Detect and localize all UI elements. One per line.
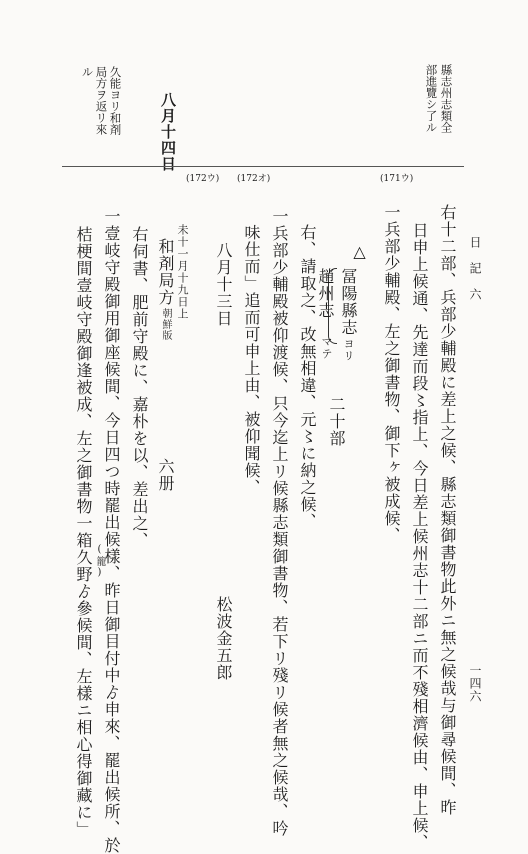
book-title-to: 趙州志 [316,268,335,319]
text-column-1: 右十二部、兵部少輔殿に差上之候、縣志類御書物此外ニ無之候哉与御尋候間、昨 [438,204,457,816]
header-rule [62,166,464,167]
top-note-right-line1: 縣志州志類全 [439,64,454,133]
text-column-7: 味仕而」追而可申上由、被仰聞候、 [242,224,261,496]
text-column-11: 一壹岐守殿御用御座候間、今日四つ時罷出候樣、昨日御目付中ゟ申來、罷出候所、於 [102,208,121,854]
text-column-2: 日申上候通、先達而段〻指上、今日差上候州志十二部ニ而不殘相濟候由、申上候、 [410,222,429,851]
top-note-left-line2: 局方ヲ返リ來 [94,66,109,135]
folio-ref-172o: (172オ) [237,174,271,184]
book-title-from-note: ヨリ [342,338,355,362]
volume-count: 六册 [156,458,175,492]
journal-header: 日 記 六 [468,236,482,301]
signer-name: 松波金五郎 [214,596,233,681]
edition-note: 朝鮮版 [160,308,171,341]
entry-date: 八月十三日 [214,242,233,327]
top-note-left-line1: 久能ヨリ和剤 [108,66,123,135]
submission-note: 未十一月十九日上 [176,224,189,320]
top-note-right-line2: 部進覽シ了ル [424,64,439,133]
text-column-10: 右伺書、肥前守殿に、嘉朴を以、差出之、 [130,226,149,549]
text-column-5: 右、請取之、改無相違、元〻に納之候、 [298,224,317,530]
folio-ref-171u: (171ウ) [380,174,414,184]
ruby-note: (籠) [94,544,105,579]
text-column-12: 桔梗間壹岐守殿御逢被成、左之御書物一箱久野ゟ參候間、左樣ニ相心得御藏に」 [74,226,93,838]
text-column-6: 一兵部少輔殿被仰渡候、只今迄上リ候縣志類御書物、若下リ殘リ候者無之候哉、吟 [270,208,289,837]
book-count: 二十部 [327,396,346,447]
top-date: 八月十四日 [159,92,177,172]
book-title-from: 冨陽縣志 [339,268,358,336]
book-title-to-note: マテ [320,336,333,360]
book-title-wazai: 和剤局方 [156,238,175,306]
text-column-3: 一兵部少輔殿、左之御書物、御下ヶ被成候、 [382,204,401,544]
page-number: 一四六 [468,664,482,703]
triangle-mark: △ [350,242,369,262]
folio-ref-172u: (172ウ) [186,174,220,184]
top-note-left-line3: ル [80,66,95,78]
